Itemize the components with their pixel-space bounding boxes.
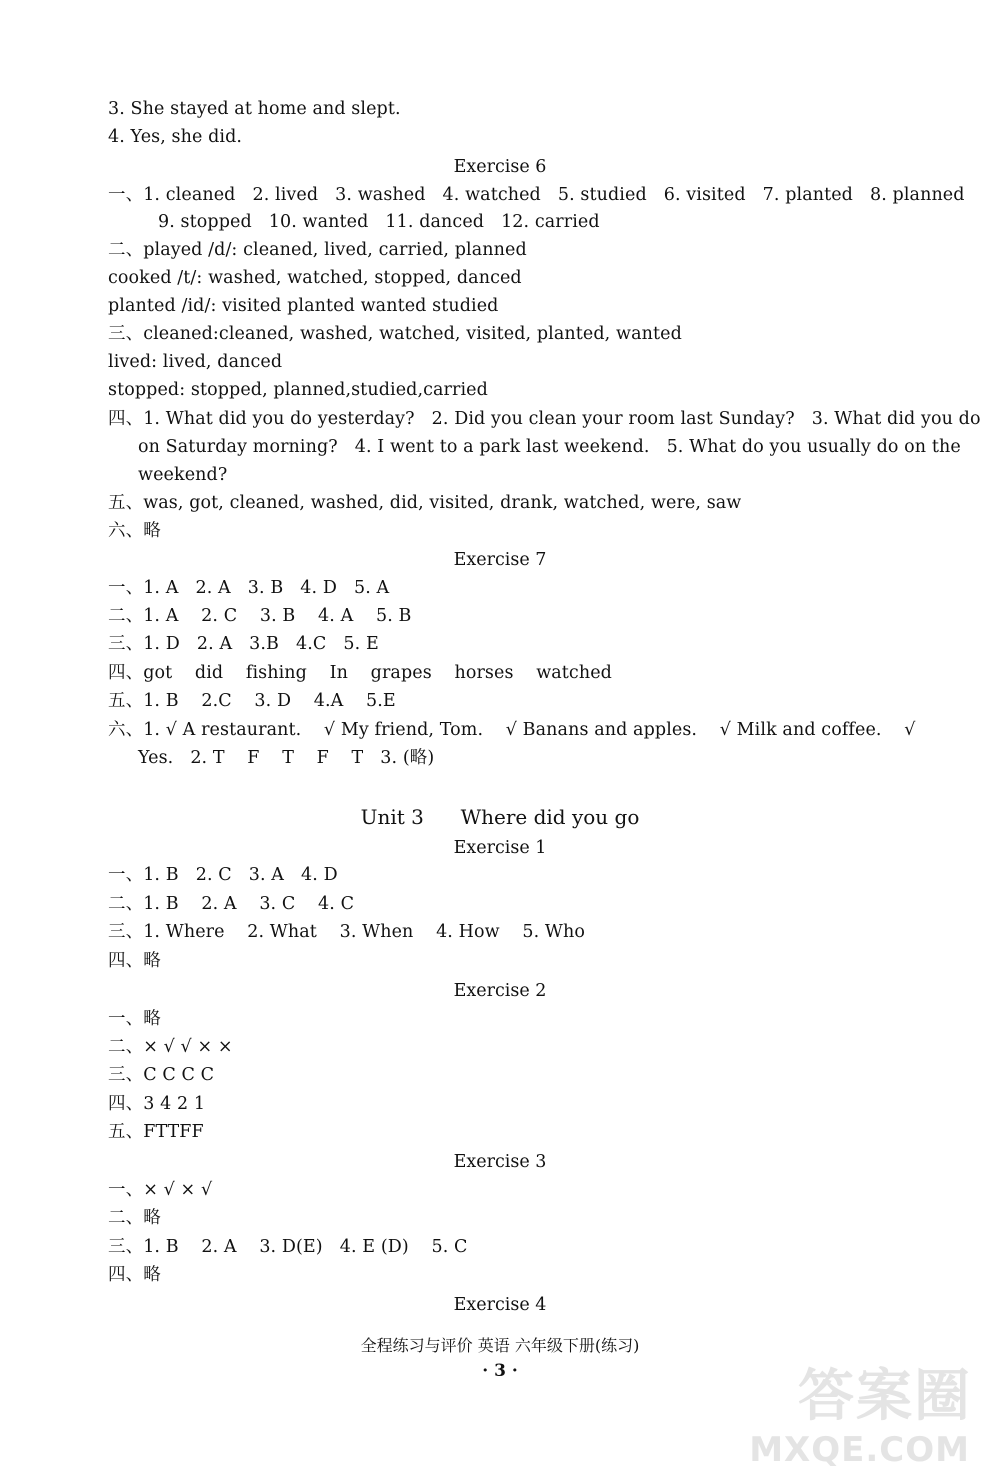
unit-number: Unit 3 [360,805,424,829]
exercise-heading: Exercise 2 [453,981,547,1001]
footer-book-title: 全程练习与评价 英语 六年级下册(练习) [360,1336,640,1355]
answer-line: 二、1. A 2. C 3. B 4. A 5. B [108,606,412,626]
answer-line: planted /id/: visited planted wanted studied [108,296,499,316]
watermark-url: MXQE.COM [749,1430,970,1470]
answer-line: 4. Yes, she did. [108,127,243,147]
answer-line: 四、略 [108,951,161,971]
answer-line: 一、× √ × √ [108,1180,213,1200]
exercise-heading: Exercise 4 [453,1295,547,1315]
answer-line: 9. stopped 10. wanted 11. danced 12. carried [158,212,600,232]
exercise-heading: Exercise 6 [453,157,547,177]
answer-line: 一、1. A 2. A 3. B 4. D 5. A [108,578,390,598]
answer-line: Yes. 2. T F T F T 3. (略) [138,748,435,768]
answer-line: 一、1. cleaned 2. lived 3. washed 4. watched 5. studied 6. visited 7. planted 8. planned [108,185,965,205]
answer-line: stopped: stopped, planned,studied,carried [108,380,488,400]
unit-title: Where did you go [460,805,640,829]
answer-line: 一、略 [108,1009,161,1029]
answer-line: 三、1. B 2. A 3. D(E) 4. E (D) 5. C [108,1237,468,1257]
answer-line: 一、1. B 2. C 3. A 4. D [108,865,338,885]
answer-line: 3. She stayed at home and slept. [108,99,401,119]
answer-line: 六、略 [108,521,161,541]
answer-line: 六、1. √ A restaurant. √ My friend, Tom. √ Banans and apples. √ Milk and coffee. √ [108,720,916,740]
answer-line: lived: lived, danced [108,352,283,372]
answer-line: weekend? [138,465,228,485]
answer-line: 五、was, got, cleaned, washed, did, visited, drank, watched, were, saw [108,493,742,513]
answer-line: 五、1. B 2.C 3. D 4.A 5.E [108,691,396,711]
exercise-heading: Exercise 1 [453,838,547,858]
answer-line: on Saturday morning? 4. I went to a park last weekend. 5. What do you usually do on the [138,437,961,457]
answer-line: 二、略 [108,1208,161,1228]
answer-line: cooked /t/: washed, watched, stopped, danced [108,268,522,288]
answer-line: 四、got did fishing In grapes horses watched [108,663,612,683]
unit-heading [0,806,1000,828]
answer-line: 三、cleaned:cleaned, washed, watched, visited, planted, wanted [108,324,682,344]
exercise-heading: Exercise 3 [453,1152,547,1172]
page-number: · 3 · [482,1361,518,1381]
exercise-heading: Exercise 7 [453,550,547,570]
watermark-logo: 答案圈 [798,1364,972,1429]
answer-line: 二、1. B 2. A 3. C 4. C [108,894,355,914]
answer-line: 四、3 4 2 1 [108,1094,206,1114]
answer-line: 三、C C C C [108,1065,215,1085]
answer-line: 五、FTTFF [108,1122,204,1142]
answer-line: 二、played /d/: cleaned, lived, carried, planned [108,240,527,260]
answer-line: 三、1. Where 2. What 3. When 4. How 5. Who [108,922,586,942]
answer-line: 四、略 [108,1265,161,1285]
answer-line: 四、1. What did you do yesterday? 2. Did you clean your room last Sunday? 3. What did you do [108,409,981,429]
answer-line: 二、× √ √ × × [108,1037,233,1057]
answer-line: 三、1. D 2. A 3.B 4.C 5. E [108,634,379,654]
